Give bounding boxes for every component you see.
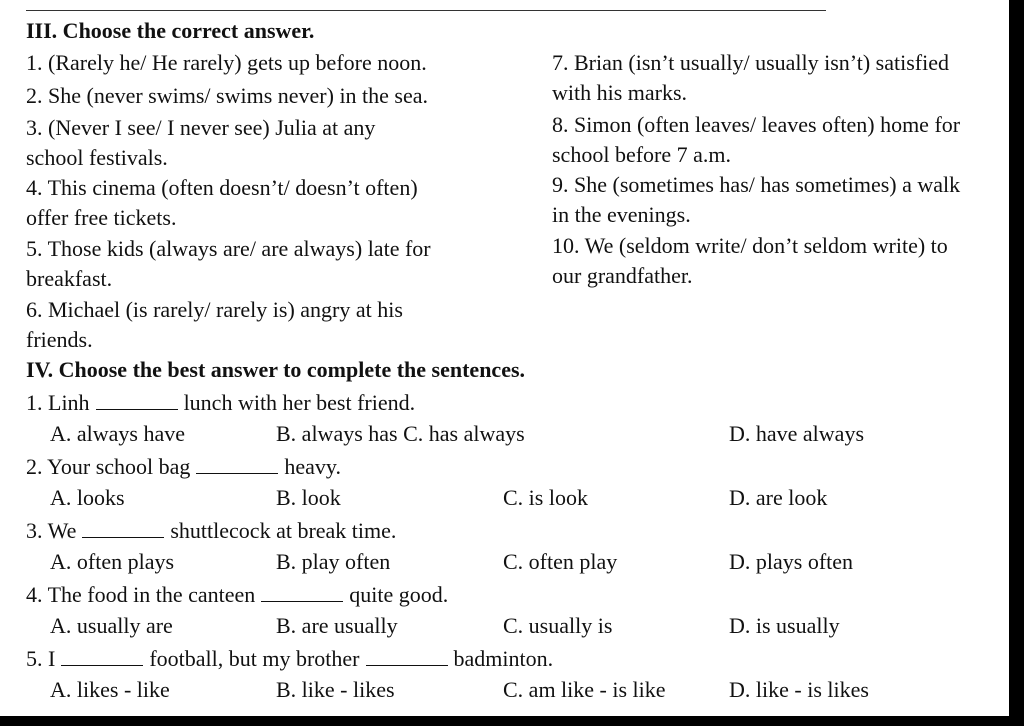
question-6-line-2: friends. — [26, 327, 93, 352]
question-4-line-2: offer free tickets. — [26, 205, 177, 230]
answer-blank — [96, 387, 178, 410]
photo-border-bottom — [0, 716, 1024, 726]
option-3d: D. plays often — [729, 549, 854, 574]
top-rule — [26, 10, 826, 11]
mc-question-2-post: heavy. — [284, 454, 342, 479]
question-3 — [26, 113, 496, 173]
option-1bc: B. always has C. has always — [276, 421, 525, 446]
option-3b: B. play often — [276, 549, 391, 574]
question-8 — [552, 110, 1009, 170]
option-5c: C. am like - is like — [503, 677, 666, 702]
question-1-text: 1. (Rarely he/ He rarely) gets up before noon. — [26, 50, 427, 75]
question-1 — [26, 48, 496, 78]
answer-blank — [82, 515, 164, 538]
option-2d: D. are look — [729, 485, 828, 510]
question-3-line-2: school festivals. — [26, 145, 168, 170]
answer-blank — [61, 643, 143, 666]
question-10 — [552, 231, 1009, 291]
option-2c: C. is look — [503, 485, 588, 510]
question-4 — [26, 173, 496, 233]
answer-blank — [196, 451, 278, 474]
mc-question-5-pre: 5. I — [26, 646, 56, 671]
question-6-line-1: 6. Michael (is rarely/ rarely is) angry at his — [26, 297, 403, 322]
option-4b: B. are usually — [276, 613, 398, 638]
mc-question-1 — [26, 387, 415, 418]
mc-question-5 — [26, 643, 553, 674]
answer-blank — [366, 643, 448, 666]
option-5a: A. likes - like — [50, 677, 170, 702]
option-4c: C. usually is — [503, 613, 613, 638]
option-4d: D. is usually — [729, 613, 840, 638]
option-3c: C. often play — [503, 549, 618, 574]
question-10-line-1: 10. We (seldom write/ don’t seldom write) to — [552, 233, 948, 258]
question-10-line-2: our grandfather. — [552, 263, 693, 288]
mc-question-4-post: quite good. — [349, 582, 449, 607]
question-5-line-1: 5. Those kids (always are/ are always) late for — [26, 236, 431, 261]
mc-question-3-post: shuttlecock at break time. — [170, 518, 397, 543]
question-7 — [552, 48, 1009, 108]
question-8-line-2: school before 7 a.m. — [552, 142, 731, 167]
photo-border-right — [1009, 0, 1024, 726]
option-2a: A. looks — [50, 485, 125, 510]
question-9 — [552, 170, 1009, 230]
question-3-line-1: 3. (Never I see/ I never see) Julia at any — [26, 115, 376, 140]
section-3-heading: III. Choose the correct answer. — [26, 18, 315, 43]
option-4a: A. usually are — [50, 613, 173, 638]
mc-question-5-post: badminton. — [453, 646, 554, 671]
option-2b: B. look — [276, 485, 341, 510]
question-2 — [26, 81, 496, 111]
question-2-text: 2. She (never swims/ swims never) in the sea. — [26, 83, 429, 108]
option-1d: D. have always — [729, 421, 865, 446]
question-9-line-1: 9. She (sometimes has/ has sometimes) a walk — [552, 172, 961, 197]
option-1a: A. always have — [50, 421, 186, 446]
mc-question-1-post: lunch with her best friend. — [183, 390, 416, 415]
mc-question-4-pre: 4. The food in the canteen — [26, 582, 256, 607]
question-4-line-1: 4. This cinema (often doesn’t/ doesn’t often) — [26, 175, 418, 200]
question-7-line-2: with his marks. — [552, 80, 688, 105]
question-5-line-2: breakfast. — [26, 266, 113, 291]
mc-question-1-pre: 1. Linh — [26, 390, 90, 415]
question-8-line-1: 8. Simon (often leaves/ leaves often) home for — [552, 112, 961, 137]
option-5d: D. like - is likes — [729, 677, 869, 702]
question-9-line-2: in the evenings. — [552, 202, 691, 227]
question-7-line-1: 7. Brian (isn’t usually/ usually isn’t) satisfied — [552, 50, 949, 75]
mc-question-2-pre: 2. Your school bag — [26, 454, 191, 479]
answer-blank — [261, 579, 343, 602]
mc-question-5-mid: football, but my brother — [149, 646, 360, 671]
section-4-heading: IV. Choose the best answer to complete the sentences. — [26, 357, 526, 382]
mc-question-3-pre: 3. We — [26, 518, 77, 543]
mc-question-2 — [26, 451, 341, 482]
question-6 — [26, 295, 496, 355]
option-3a: A. often plays — [50, 549, 175, 574]
question-5 — [26, 234, 496, 294]
option-5b: B. like - likes — [276, 677, 395, 702]
mc-question-4 — [26, 579, 448, 610]
mc-question-3 — [26, 515, 396, 546]
